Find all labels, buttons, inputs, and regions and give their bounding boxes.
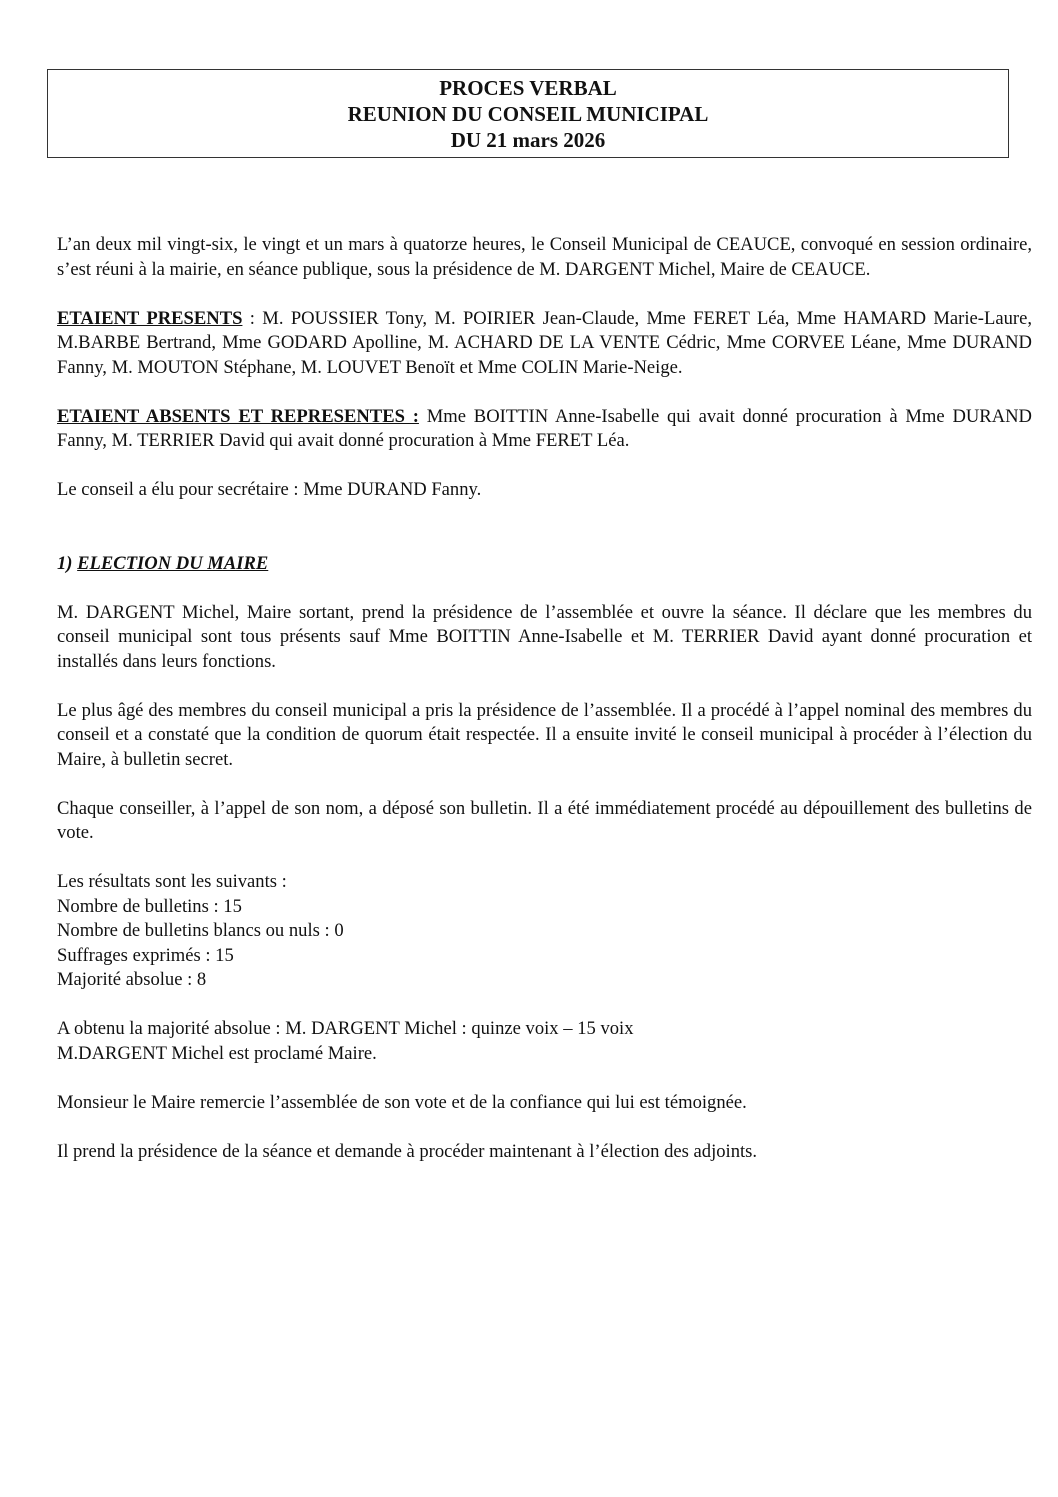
proclaimed-line: M.DARGENT Michel est proclamé Maire.	[57, 1042, 377, 1064]
presents-text: : M. POUSSIER Tony, M. POIRIER Jean-Claude, Mme FERET Léa, Mme HAMARD Marie-Laure, M.BARBE Bertrand, Mme GODARD Apolline, M. ACHARD DE LA VENTE Cédric, Mme CORVEE Léane, Mme DURAND Fanny, M. MOUTON Stéphane, M. LOUVET Benoït et Mme COLIN Marie-Neige.	[57, 307, 1032, 378]
presents-paragraph	[57, 307, 1032, 381]
intro-paragraph: L’an deux mil vingt-six, le vingt et un mars à quatorze heures, le Conseil Municipal de CEAUCE, convoqué en session ordinaire, s’est réuni à la mairie, en séance publique, sous la présidence de M. DARGENT Michel, Maire de CEAUCE.	[57, 234, 1032, 280]
absents-text: Mme BOITTIN Anne-Isabelle qui avait donné procuration à Mme DURAND Fanny, M. TERRIER David qui avait donné procuration à Mme FERET Léa.	[57, 405, 1032, 451]
section-title: ELECTION DU MAIRE	[77, 552, 269, 574]
section-heading	[57, 552, 1032, 577]
majority-line: A obtenu la majorité absolue : M. DARGENT Michel : quinze voix – 15 voix	[57, 1018, 634, 1039]
section-paragraph-2: Le plus âgé des membres du conseil municipal a pris la présidence de l’assemblée. Il a procédé à l’appel nominal des membres du conseil et a constaté que la condition de quorum était respectée. Il a ensuite invité le conseil municipal à procéder à l’élection du Maire, à bulletin secret.	[57, 699, 1032, 770]
absents-paragraph	[57, 405, 1032, 454]
closing-paragraph: Il prend la présidence de la séance et demande à procéder maintenant à l’élection des adjoints.	[57, 1140, 758, 1162]
document-title-box	[47, 69, 1009, 158]
section-paragraph-1: M. DARGENT Michel, Maire sortant, prend la présidence de l’assemblée et ouvre la séance. Il déclare que les membres du conseil municipal sont tous présents sauf Mme BOITTIN Anne-Isabelle et M. TERRIER David ayant donné procuration et installés dans leurs fonctions.	[57, 601, 1032, 672]
section-paragraph-3: Chaque conseiller, à l’appel de son nom, a déposé son bulletin. Il a été immédiatement procédé au dépouillement des bulletins de vote.	[57, 797, 1032, 843]
title-line-date: DU 21 mars 2026	[450, 128, 606, 152]
result-line-majorite: Majorité absolue : 8	[57, 969, 207, 990]
results-intro: Les résultats sont les suivants :	[57, 871, 287, 892]
secretary-paragraph: Le conseil a élu pour secrétaire : Mme DURAND Fanny.	[57, 479, 482, 500]
absents-label: ETAIENT ABSENTS ET REPRESENTES :	[57, 405, 419, 427]
result-line-blancs-nuls: Nombre de bulletins blancs ou nuls : 0	[57, 920, 344, 941]
result-line-bulletins: Nombre de bulletins : 15	[57, 895, 242, 917]
document-body	[57, 233, 1032, 1164]
title-line-reunion: REUNION DU CONSEIL MUNICIPAL	[347, 102, 709, 126]
title-line-proces-verbal: PROCES VERBAL	[439, 76, 617, 100]
section-number: 1)	[57, 552, 78, 574]
result-line-suffrages: Suffrages exprimés : 15	[57, 944, 234, 966]
presents-label: ETAIENT PRESENTS	[57, 307, 243, 329]
thanks-paragraph: Monsieur le Maire remercie l’assemblée de son vote et de la confiance qui lui est témoignée.	[57, 1091, 747, 1113]
